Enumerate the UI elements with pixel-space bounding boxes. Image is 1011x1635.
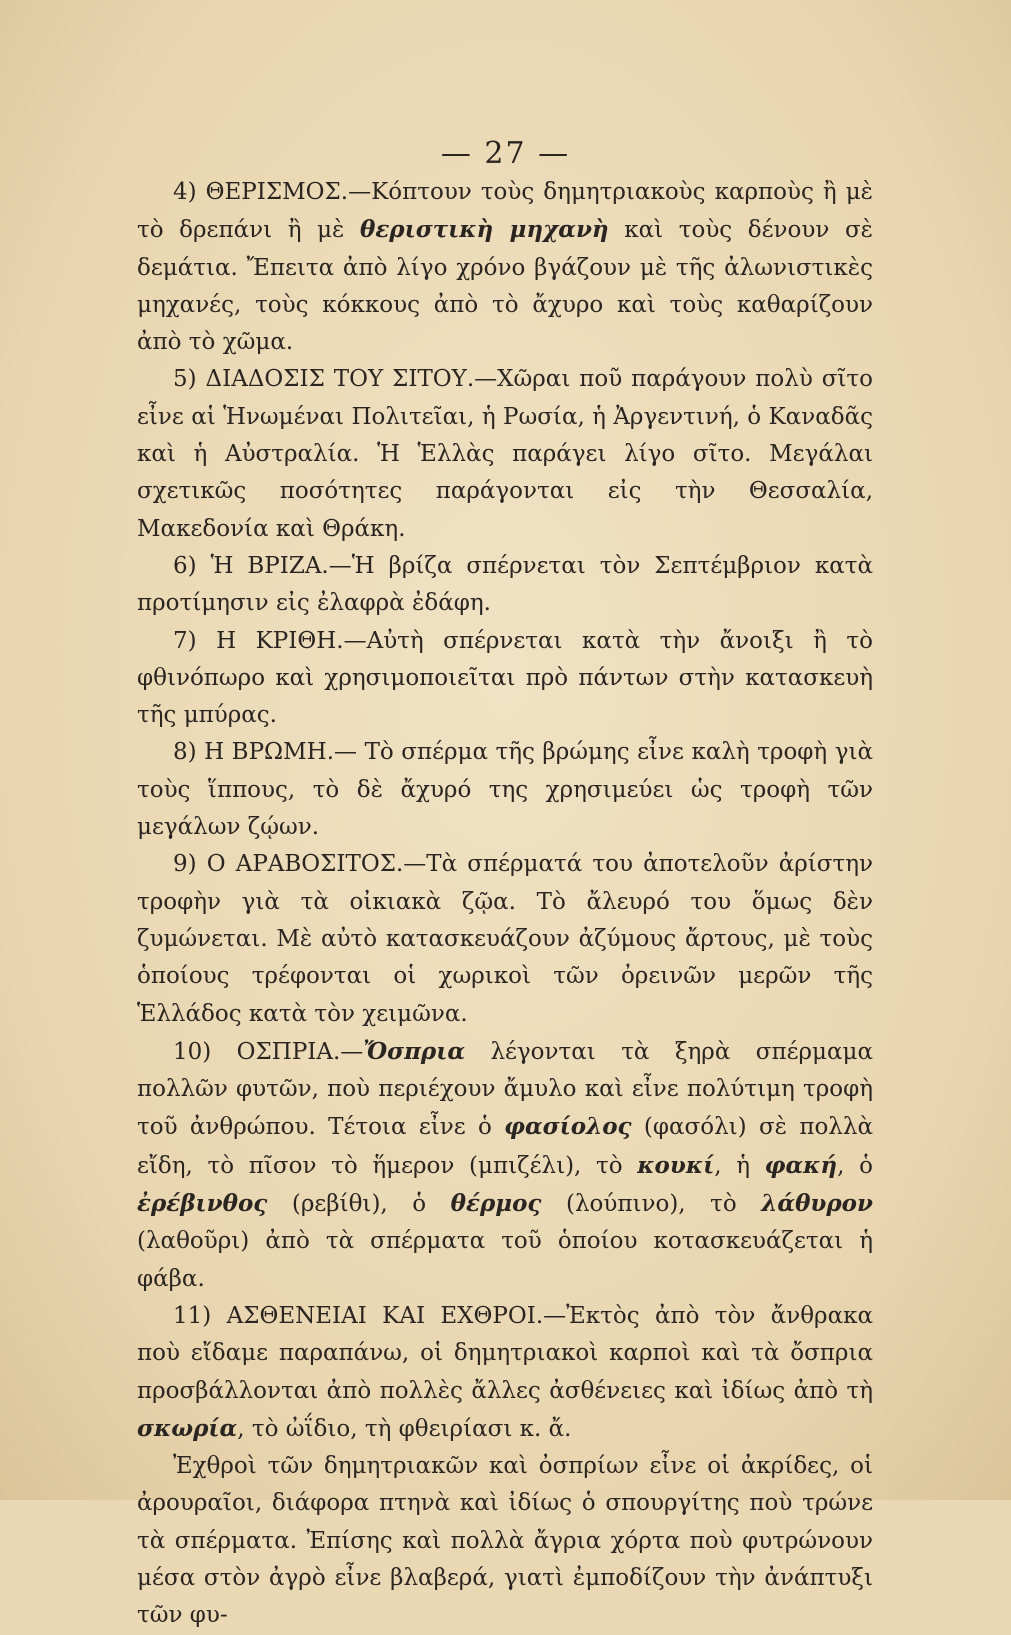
paragraph-oats: 8) Η ΒΡΩΜΗ.— Τὸ σπέρμα τῆς βρώμης εἶνε καλὴ τροφὴ γιὰ τοὺς ἵππους, τὸ δὲ ἄχυρό της χρησιμεύει ὡς τροφὴ τῶν μεγάλων ζῴων.	[137, 739, 873, 841]
section-heading: 10) ΟΣΠΡΙΑ.—	[173, 1038, 364, 1065]
page-number: — 27 —	[440, 136, 571, 171]
emphasis: φακή	[764, 1151, 838, 1179]
emphasis: θέρμος	[450, 1190, 542, 1218]
paragraph-diseases: 11) ΑΣΘΕΝΕΙΑΙ ΚΑΙ ΕΧΘΡΟΙ.—Ἐκτὸς ἀπὸ τὸν ἄνθρακα ποὺ εἴδαμε παραπάνω, οἱ δημητριακοὶ καρποὶ καὶ τὰ ὄσπρια προσβάλλονται ἀπὸ πολλὲς ἄλλες ἀσθένειες καὶ ἰδίως ἀπὸ τὴ σκωρία, τὸ ὠΐδιο, τὴ φθειρίασι κ. ἄ.	[137, 1302, 874, 1442]
section-heading: 9) Ο ΑΡΑΒΟΣΙΤΟΣ.—	[173, 851, 427, 878]
paragraph-harvest: 4) ΘΕΡΙΣΜΟΣ.—Κόπτουν τοὺς δημητριακοὺς καρποὺς ἢ μὲ τὸ δρεπάνι ἢ μὲ θεριστικὴ μηχανὴ καὶ τοὺς δένουν σὲ δεμάτια. Ἔπειτα ἀπὸ λίγο χρόνο βγάζουν μὲ τῆς ἀλωνιστικὲς μηχανές, τοὺς κόκκους ἀπὸ τὸ ἄχυρο καὶ τοὺς καθαρίζουν ἀπὸ τὸ χῶμα.	[137, 179, 873, 356]
emphasis: ἐρέβινθος	[137, 1190, 268, 1218]
paragraph-legumes: 10) ΟΣΠΡΙΑ.—Ὄσπρια λέγονται τὰ ξηρὰ σπέρμαμα πολλῶν φυτῶν, ποὺ περιέχουν ἄμυλο καὶ εἶνε πολύτιμη τροφὴ τοῦ ἀνθρώπου. Τέτοια εἶνε ὁ φασίολος (φασόλι) σὲ πολλὰ εἴδη, τὸ πῖσον τὸ ἥμερον (μπιζέλι), τὸ κουκί, ἡ φακή, ὁ ἐρέβινθος (ρεβίθι), ὁ θέρμος (λούπινο), τὸ λάθυρον (λαθοῦρι) ἀπὸ τὰ σπέρματα τοῦ ὁποίου κοτασκευάζεται ἡ φάβα.	[137, 1037, 873, 1292]
body-text	[137, 174, 873, 1635]
section-heading: 7) Η ΚΡΙΘΗ.—	[173, 627, 367, 654]
paragraph-maize: 9) Ο ΑΡΑΒΟΣΙΤΟΣ.—Τὰ σπέρματά του ἀποτελοῦν ἀρίστην τροφὴν γιὰ τὰ οἰκιακὰ ζῷα. Τὸ ἄλευρό του ὅμως δὲν ζυμώνεται. Μὲ αὐτὸ κατασκευάζουν ἀζύμους ἄρτους, μὲ τοὺς ὁποίους τρέφονται οἱ χωρικοὶ τῶν ὀρεινῶν μερῶν τῆς Ἑλλάδος κατὰ τὸν χειμῶνα.	[137, 851, 873, 1027]
paragraph-rye: 6) Ἡ ΒΡΙΖΑ.—Ἡ βρίζα σπέρνεται τὸν Σεπτέμβριον κατὰ προτίμησιν εἰς ἐλαφρὰ ἐδάφη.	[137, 552, 873, 617]
paragraph-enemies: Ἐχθροὶ τῶν δημητριακῶν καὶ ὀσπρίων εἶνε οἱ ἀκρίδες, οἱ ἀρουραῖοι, διάφορα πτηνὰ καὶ ἰδίως ὁ σπουργίτης ποὺ τρώνε τὰ σπέρματα. Ἐπίσης καὶ πολλὰ ἄγρια χόρτα ποὺ φυτρώνουν μέσα στὸν ἀγρὸ εἶνε βλαβερά, γιατὶ ἐμποδίζουν τὴν ἀνάπτυξι τῶν φυ-	[137, 1453, 873, 1629]
section-heading: 8) Η ΒΡΩΜΗ.—	[173, 739, 358, 766]
paragraph-wheat-distribution: 5) ΔΙΑΔΟΣΙΣ ΤΟΥ ΣΙΤΟΥ.—Χῶραι ποῦ παράγουν πολὺ σῖτο εἶνε αἱ Ἡνωμέναι Πολιτεῖαι, ἡ Ρωσία, ἡ Ἀργεντινή, ὁ Καναδᾶς καὶ ἡ Αὐστραλία. Ἡ Ἑλλὰς παράγει λίγο σῖτο. Μεγάλαι σχετικῶς ποσότητες παράγονται εἰς τὴν Θεσσαλία, Μακεδονία καὶ Θράκη.	[137, 366, 873, 542]
emphasis: φασίολος	[504, 1113, 632, 1141]
emphasis: λάθυρον	[761, 1190, 873, 1218]
section-heading: 5) ΔΙΑΔΟΣΙΣ ΤΟΥ ΣΙΤΟΥ.—	[173, 366, 498, 393]
emphasis: θεριστικὴ μηχανὴ	[359, 216, 609, 244]
section-heading: 11) ΑΣΘΕΝΕΙΑΙ ΚΑΙ ΕΧΘΡΟΙ.—	[173, 1302, 567, 1329]
emphasis: σκωρία	[137, 1414, 238, 1442]
emphasis: κουκί	[637, 1151, 715, 1179]
emphasis: Ὄσπρια	[363, 1037, 466, 1065]
section-heading: 6) Ἡ ΒΡΙΖΑ.—	[173, 552, 352, 579]
section-heading: 4) ΘΕΡΙΣΜΟΣ.—	[173, 179, 372, 205]
paragraph-barley: 7) Η ΚΡΙΘΗ.—Αὐτὴ σπέρνεται κατὰ τὴν ἄνοιξι ἢ τὸ φθινόπωρο καὶ χρησιμοποιεῖται πρὸ πάντων στὴν κατασκευὴ τῆς μπύρας.	[137, 627, 873, 729]
